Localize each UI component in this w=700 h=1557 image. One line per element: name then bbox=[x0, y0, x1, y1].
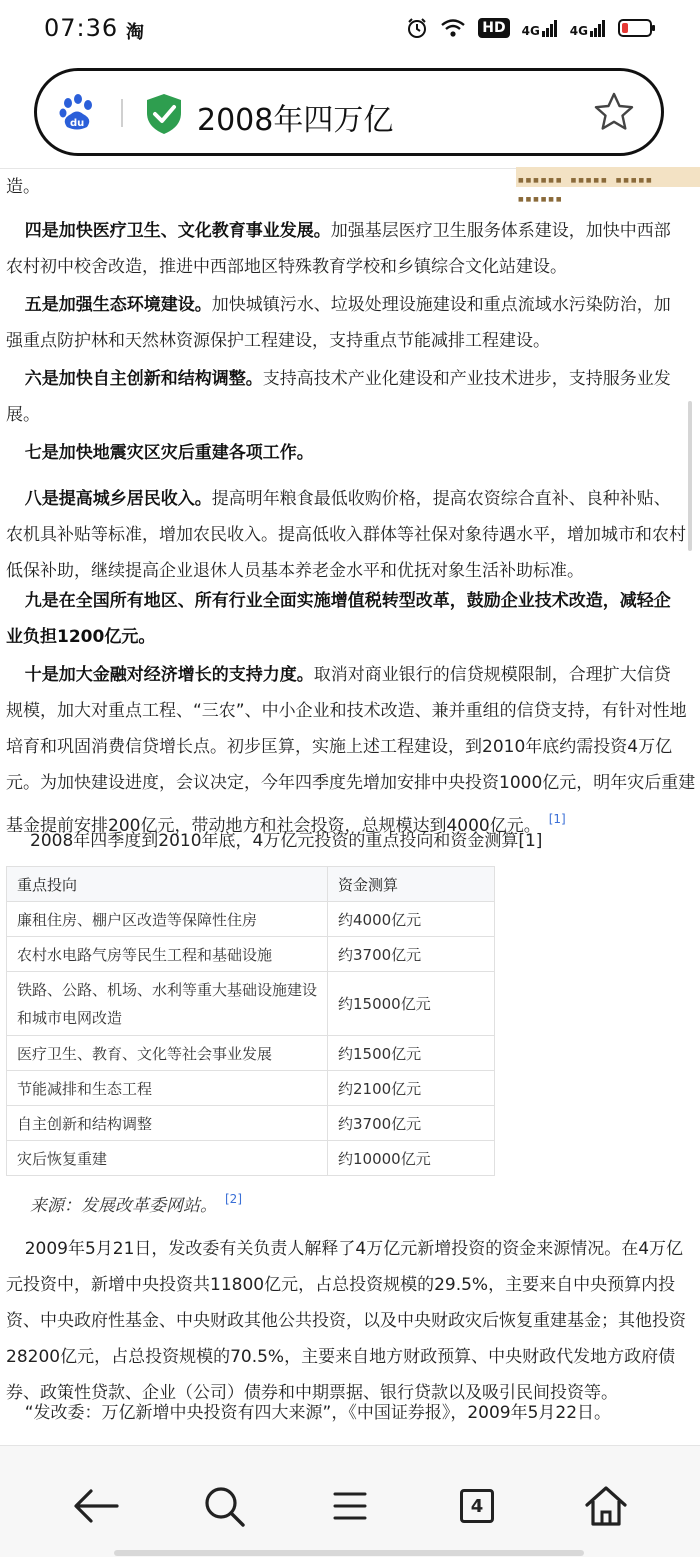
paragraph-8 bbox=[6, 481, 686, 589]
text: 规模，加大对重点工程、“三农”、中小企业和技术改造、兼并重组的信贷支持，有针对性地 bbox=[6, 701, 687, 721]
paragraph-12 bbox=[6, 1395, 611, 1431]
back-arrow-icon bbox=[73, 1488, 119, 1524]
paragraph-lead: 七是加快地震灾区灾后重建各项工作。 bbox=[24, 443, 314, 463]
table-row bbox=[7, 937, 495, 972]
text: 提高明年粮食最低收购价格，提高农资综合直补、良种补贴、 bbox=[211, 489, 671, 509]
bottom-navigation-bar bbox=[0, 1445, 700, 1557]
table-source-note bbox=[30, 1191, 242, 1216]
table-row bbox=[7, 1071, 495, 1106]
svg-text:du: du bbox=[70, 118, 85, 129]
text: 加快城镇污水、垃圾处理设施建设和重点流域水污染防治，加 bbox=[211, 295, 671, 315]
table-caption: 2008年四季度到2010年底，4万亿元投资的重点投向和资金测算[1] bbox=[30, 831, 543, 851]
search-button[interactable] bbox=[196, 1478, 252, 1534]
paragraph-11 bbox=[6, 1231, 686, 1411]
paragraph-10 bbox=[6, 657, 695, 844]
table-header-cell: 资金测算 bbox=[328, 867, 495, 902]
text: 农村初中校舍改造，推进中西部地区特殊教育学校和乡镇综合文化站建设。 bbox=[6, 257, 567, 277]
text: 强重点防护林和天然林资源保护工程建设，支持重点节能减排工程建设。 bbox=[6, 331, 550, 351]
table-cell: 约3700亿元 bbox=[328, 1106, 495, 1141]
table-header-row bbox=[7, 867, 495, 902]
taobao-notification-icon: 淘 bbox=[126, 22, 144, 43]
investment-table bbox=[6, 866, 495, 1176]
paragraph-fragment bbox=[6, 169, 40, 205]
signal-4g-1 bbox=[522, 19, 558, 37]
text: 展。 bbox=[6, 405, 40, 425]
alarm-icon bbox=[406, 17, 428, 39]
table-header-cell: 重点投向 bbox=[7, 867, 328, 902]
table-cell: 约10000亿元 bbox=[328, 1141, 495, 1176]
table-cell: 医疗卫生、教育、文化等社会事业发展 bbox=[7, 1036, 328, 1071]
image-label: ■ ■ ■ ■ ■ ■ bbox=[518, 196, 562, 203]
back-button[interactable] bbox=[68, 1478, 124, 1534]
table-row bbox=[7, 902, 495, 937]
citation-link[interactable]: [1] bbox=[548, 812, 566, 826]
text: 培育和巩固消费信贷增长点。初步匡算，实施上述工程建设，到2010年底约需投资4万亿 bbox=[6, 737, 673, 757]
status-bar bbox=[0, 0, 700, 62]
text: 加强基层医疗卫生服务体系建设，加快中西部 bbox=[330, 221, 671, 241]
table-cell: 约3700亿元 bbox=[328, 937, 495, 972]
bookmark-star-icon[interactable] bbox=[593, 91, 635, 133]
paragraph-lead: 四是加快医疗卫生、文化教育事业发展。 bbox=[24, 221, 331, 241]
table-cell: 约15000亿元 bbox=[328, 972, 495, 1036]
paragraph-6 bbox=[6, 361, 671, 433]
status-icons bbox=[406, 17, 656, 39]
network-type-label: 4G bbox=[521, 24, 540, 38]
text: 造。 bbox=[6, 177, 40, 197]
table-cell bbox=[7, 972, 328, 1036]
network-type-label: 4G bbox=[569, 24, 588, 38]
image-label: ■ ■ ■ ■ ■ bbox=[615, 177, 652, 184]
paragraph-lead: 八是提高城乡居民收入。 bbox=[24, 489, 212, 509]
address-divider bbox=[121, 99, 123, 127]
image-label: ■ ■ ■ ■ ■ ■ bbox=[518, 177, 562, 184]
home-button[interactable] bbox=[578, 1478, 634, 1534]
text: 券、政策性贷款、企业（公司）债券和中期票据、银行贷款以及吸引民间投资等。 bbox=[6, 1383, 618, 1403]
cell-line: 铁路、公路、机场、水利等重大基础设施建设 bbox=[17, 980, 318, 999]
home-icon bbox=[584, 1485, 628, 1527]
tabs-button[interactable] bbox=[449, 1478, 505, 1534]
text: 取消对商业银行的信贷规模限制，合理扩大信贷 bbox=[313, 665, 671, 685]
paragraph-lead: 业负担1200亿元。 bbox=[6, 627, 156, 647]
signal-bars-icon bbox=[590, 19, 606, 37]
text: 低保补助，继续提高企业退休人员基本养老金水平和优抚对象生活补助标准。 bbox=[6, 561, 584, 581]
article-content bbox=[0, 168, 700, 1446]
table-cell: 约2100亿元 bbox=[328, 1071, 495, 1106]
signal-4g-2 bbox=[570, 19, 606, 37]
text: 2009年5月21日，发改委有关负责人解释了4万亿元新增投资的资金来源情况。在4万亿 bbox=[24, 1239, 684, 1259]
text: 农机具补贴等标准，增加农民收入。提高低收入群体等社保对象待遇水平，增加城市和农村 bbox=[6, 525, 686, 545]
paragraph-lead: 十是加大金融对经济增长的支持力度。 bbox=[24, 665, 314, 685]
paragraph-5 bbox=[6, 287, 671, 359]
source-text: 来源：发展改革委网站。 bbox=[30, 1196, 217, 1216]
battery-low-icon bbox=[618, 18, 656, 38]
paragraph-7 bbox=[6, 435, 314, 471]
secure-shield-icon bbox=[145, 93, 183, 135]
table-cell: 约4000亿元 bbox=[328, 902, 495, 937]
table-cell: 自主创新和结构调整 bbox=[7, 1106, 328, 1141]
text: 元。为加快建设进度，会议决定，今年四季度先增加安排中央投资1000亿元，明年灾后重建 bbox=[6, 773, 696, 793]
text: 支持高技术产业化建设和产业技术进步，支持服务业发 bbox=[262, 369, 671, 389]
search-query-text[interactable]: 2008年四万亿 bbox=[197, 103, 394, 138]
table-cell: 灾后恢复重建 bbox=[7, 1141, 328, 1176]
gesture-home-indicator[interactable] bbox=[114, 1550, 584, 1556]
menu-button[interactable] bbox=[322, 1478, 378, 1534]
search-address-bar[interactable] bbox=[34, 68, 664, 156]
table-row bbox=[7, 1036, 495, 1071]
hd-voice-badge: HD bbox=[478, 18, 509, 38]
clock: 07:36 bbox=[44, 14, 119, 42]
text: 资、中央政府性基金、中央财政其他公共投资，以及中央财政灾后恢复重建基金；其他投资 bbox=[6, 1311, 686, 1331]
image-label: ■ ■ ■ ■ ■ bbox=[570, 177, 607, 184]
citation-link[interactable]: [2] bbox=[225, 1192, 242, 1206]
wifi-icon bbox=[440, 18, 466, 38]
table-row bbox=[7, 972, 495, 1036]
table-cell: 农村水电路气房等民生工程和基础设施 bbox=[7, 937, 328, 972]
text: “发改委：万亿新增中央投资有四大来源”，《中国证券报》，2009年5月22日。 bbox=[24, 1403, 612, 1423]
search-icon bbox=[202, 1484, 246, 1528]
table-row bbox=[7, 1141, 495, 1176]
table-cell: 约1500亿元 bbox=[328, 1036, 495, 1071]
text: 基金提前安排200亿元，带动地方和社会投资，总规模达到4000亿元。 bbox=[6, 816, 541, 836]
text: 元投资中，新增中央投资共11800亿元，占总投资规模的29.5%，主要来自中央预算内投 bbox=[6, 1275, 676, 1295]
signal-bars-icon bbox=[542, 19, 558, 37]
cell-line: 和城市电网改造 bbox=[17, 1008, 123, 1027]
paragraph-lead: 五是加强生态环境建设。 bbox=[24, 295, 212, 315]
article-image-fragment bbox=[516, 167, 700, 203]
table-cell: 节能减排和生态工程 bbox=[7, 1071, 328, 1106]
menu-icon bbox=[332, 1491, 368, 1521]
baidu-paw-logo-icon[interactable] bbox=[57, 93, 97, 133]
table-cell: 廉租住房、棚户区改造等保障性住房 bbox=[7, 902, 328, 937]
paragraph-9 bbox=[6, 583, 671, 655]
paragraph-4 bbox=[6, 213, 671, 285]
paragraph-lead: 九是在全国所有地区、所有行业全面实施增值税转型改革，鼓励企业技术改造，减轻企 bbox=[24, 591, 671, 611]
tab-count-badge: 4 bbox=[460, 1489, 494, 1523]
paragraph-lead: 六是加快自主创新和结构调整。 bbox=[24, 369, 263, 389]
text: 28200亿元，占总投资规模的70.5%，主要来自地方财政预算、中央财政代发地方政府债 bbox=[6, 1347, 676, 1367]
scrollbar[interactable] bbox=[688, 401, 692, 551]
table-row bbox=[7, 1106, 495, 1141]
